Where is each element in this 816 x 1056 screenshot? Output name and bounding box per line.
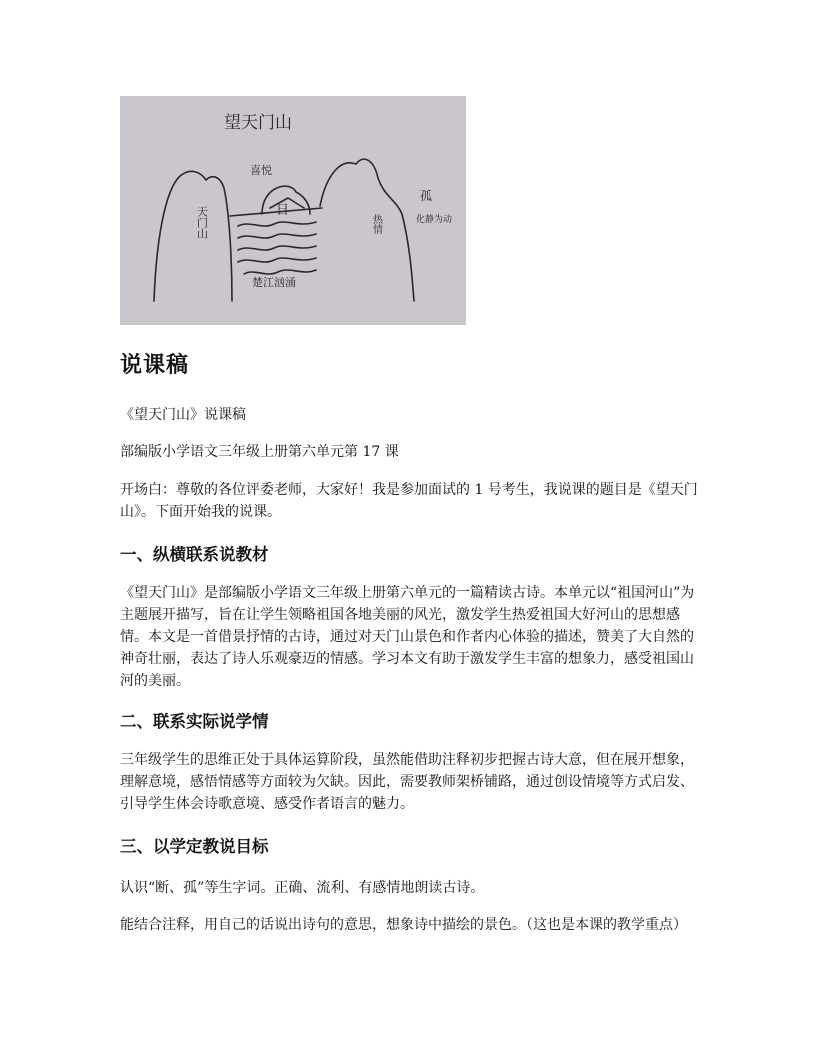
wave-5 — [244, 270, 316, 274]
sketch-title: 望天门山 — [224, 113, 292, 133]
wave-2 — [238, 234, 316, 238]
section1-text: 《望天门山》是部编版小学语文三年级上册第六单元的一篇精读古诗。本单元以“祖国河山”为主题展开描写，旨在让学生领略祖国各地美丽的风光，激发学生热爱祖国大好河山的思想感情。本文是一首借景抒情的古诗，通过对天门山景色和作者内心体验的描述，赞美了大自然的神奇壮丽，表达了诗人乐观豪迈的情感。学习本文有助于激发学生丰富的想象力，感受祖国山河的美丽。 — [120, 585, 695, 689]
goal-1: 认识“断、孤”等生字词。正确、流利、有感情地朗读古诗。 — [120, 880, 485, 896]
goal-2: 能结合注释，用自己的话说出诗句的意思，想象诗中描绘的景色。（这也是本课的教学重点） — [120, 917, 687, 933]
right-mountain — [320, 159, 414, 301]
sketch-joy: 喜悦 — [250, 164, 272, 177]
sketch-drawing — [120, 96, 466, 325]
section2-heading: 二、联系实际说学情 — [120, 712, 269, 731]
left-mountain — [154, 171, 232, 301]
document-title: 说课稿 — [120, 353, 190, 378]
section3-heading: 三、以学定教说目标 — [120, 837, 269, 856]
sketch-tianmen: 天门山 — [195, 206, 209, 239]
doc-subtitle: 《望天门山》说课稿 — [120, 407, 246, 423]
doc-opening: 开场白：尊敬的各位评委老师，大家好！我是参加面试的 1 号考生，我说课的题目是《望天门山》。下面开始我的说课。 — [120, 482, 698, 520]
sketch-passion: 热情 — [370, 214, 382, 234]
section2-text: 三年级学生的思维正处于具体运算阶段，虽然能借助注释初步把握古诗大意，但在展开想象， 理解意境，感悟情感等方面较为欠缺。因此，需要教师架桥铺路，通过创设情境等方式启发、引导学生体会诗歌意境、感受作者语言的魅力。 — [120, 752, 694, 812]
sketch-river: 楚江汹涌 — [252, 276, 296, 289]
sketch-still-motion: 化静为动 — [416, 215, 453, 225]
section1-heading: 一、纵横联系说教材 — [120, 545, 269, 564]
sketch-sun: 日 — [276, 203, 290, 218]
wave-1 — [238, 222, 316, 226]
blackboard-sketch — [120, 96, 466, 325]
wave-3 — [238, 246, 316, 250]
doc-textbook: 部编版小学语文三年级上册第六单元第 17 课 — [120, 444, 399, 460]
wave-4 — [238, 258, 316, 262]
sketch-lone: 孤 — [420, 189, 433, 203]
